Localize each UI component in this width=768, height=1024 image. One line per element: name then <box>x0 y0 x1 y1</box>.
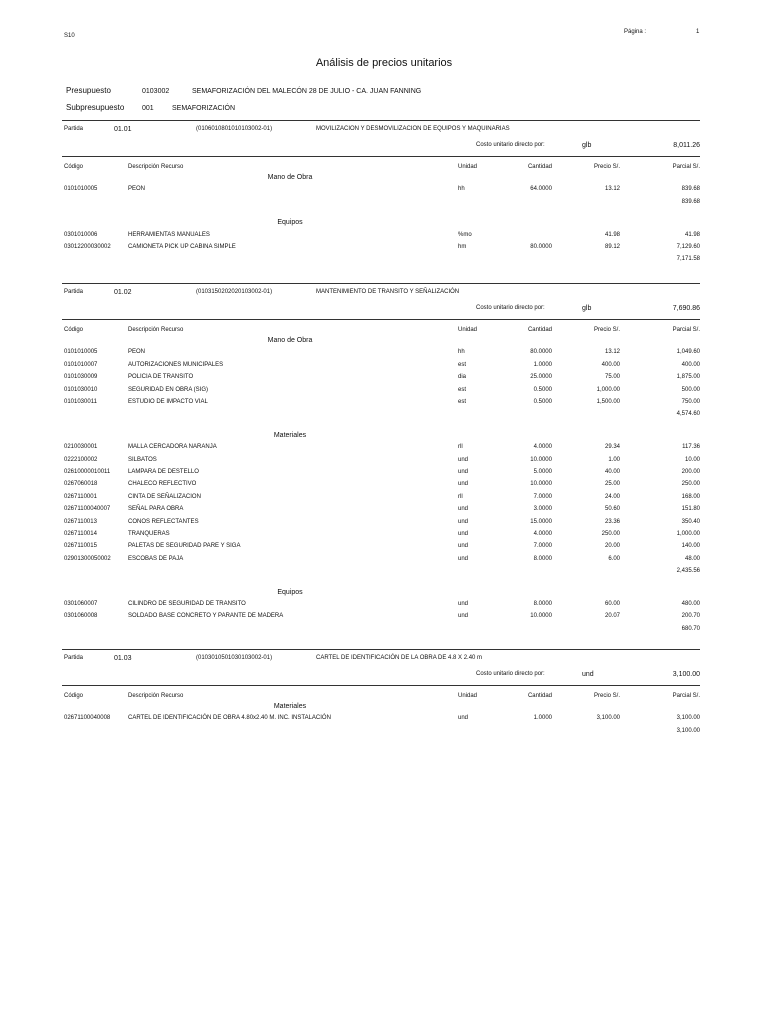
item-quantity: 4.0000 <box>533 531 552 537</box>
partida-ref: (0106010801010103002-01) <box>196 126 273 132</box>
group-title: Mano de Obra <box>267 337 313 344</box>
item-unit: est <box>458 361 467 368</box>
item-quantity: 10.0000 <box>530 613 552 620</box>
item-unit: rll <box>458 493 463 500</box>
item-parcial: 839.68 <box>681 186 700 193</box>
costo-unit: und <box>582 671 594 678</box>
item-quantity: 8.0000 <box>533 555 552 562</box>
item-parcial: 151.80 <box>681 506 700 513</box>
item-quantity: 7.0000 <box>533 493 552 500</box>
costo-unitario-value: 3,100.00 <box>672 671 700 678</box>
item-parcial: 1,049.60 <box>676 349 700 356</box>
item-parcial: 41.98 <box>684 231 700 238</box>
item-code: 0101010005 <box>64 349 98 356</box>
page-label: Página : <box>624 29 647 35</box>
col-header-descripcion: Descripción Recurso <box>128 164 184 170</box>
item-description: PALETAS DE SEGURIDAD PARE Y SIGA <box>128 543 241 550</box>
item-unit: und <box>458 613 469 620</box>
presupuesto-label: Presupuesto <box>66 86 111 95</box>
item-code: 0267060018 <box>64 481 98 488</box>
subpresupuesto-code: 001 <box>142 105 154 112</box>
group-title: Materiales <box>273 703 307 710</box>
subpresupuesto-name: SEMAFORIZACIÓN <box>172 105 236 112</box>
item-quantity: 0.5000 <box>533 386 552 393</box>
item-description: PEON <box>128 349 146 356</box>
partida-label: Partida <box>64 655 84 661</box>
item-code: 0267110013 <box>64 518 97 525</box>
item-quantity: 15.0000 <box>530 518 552 525</box>
item-quantity: 10.0000 <box>530 481 552 488</box>
item-price: 60.00 <box>604 601 620 607</box>
item-quantity: 8.0000 <box>533 601 552 607</box>
item-description: SEÑAL PARA OBRA <box>128 506 184 513</box>
item-parcial: 10.00 <box>684 456 700 463</box>
partida-label: Partida <box>64 289 84 295</box>
group-title: Materiales <box>273 431 307 439</box>
item-parcial: 48.00 <box>684 555 700 562</box>
partida-header-rule <box>62 156 700 157</box>
col-header-precio: Precio S/. <box>593 693 620 699</box>
group-subtotal: 3,100.00 <box>676 727 700 734</box>
item-price: 29.34 <box>604 444 620 451</box>
item-parcial: 7,129.60 <box>676 244 700 250</box>
partida-top-rule <box>62 649 700 650</box>
item-parcial: 3,100.00 <box>676 715 700 722</box>
item-price: 24.00 <box>604 493 620 500</box>
item-description: ESCOBAS DE PAJA <box>128 555 184 562</box>
item-description: AUTORIZACIONES MUNICIPALES <box>128 361 224 368</box>
page-number: 1 <box>696 29 700 35</box>
group-title: Equipos <box>277 588 303 596</box>
item-price: 400.00 <box>601 361 620 368</box>
partida-label: Partida <box>64 126 84 132</box>
item-quantity: 10.0000 <box>530 456 552 463</box>
item-description: LAMPARA DE DESTELLO <box>128 469 199 475</box>
item-price: 41.98 <box>604 231 620 238</box>
col-header-precio: Precio S/. <box>593 327 620 333</box>
item-code: 02671100040007 <box>64 506 111 513</box>
item-unit: hh <box>458 186 465 193</box>
col-header-unidad: Unidad <box>458 164 478 170</box>
item-parcial: 500.00 <box>681 386 700 393</box>
partida-top-rule <box>62 283 700 284</box>
item-description: TRANQUERAS <box>128 531 170 537</box>
item-price: 23.36 <box>604 518 620 525</box>
partida-header-rule <box>62 319 700 320</box>
presupuesto-name: SEMAFORIZACIÓN DEL MALECÓN 28 DE JULIO - CA. JUAN FANNING <box>192 88 422 95</box>
item-unit: und <box>458 531 469 537</box>
item-quantity: 0.5000 <box>533 399 552 405</box>
item-unit: %mo <box>458 231 472 238</box>
item-description: POLICIA DE TRANSITO <box>128 374 194 381</box>
item-unit: und <box>458 543 469 550</box>
item-description: CINTA DE SEÑALIZACION <box>128 493 201 500</box>
item-parcial: 1,000.00 <box>676 531 700 537</box>
item-price: 1,500.00 <box>596 399 620 405</box>
item-unit: hm <box>458 244 467 250</box>
col-header-unidad: Unidad <box>458 327 478 333</box>
item-code: 0101030010 <box>64 386 98 393</box>
item-unit: dia <box>458 374 467 381</box>
item-parcial: 480.00 <box>681 601 700 607</box>
col-header-descripcion: Descripción Recurso <box>128 693 184 699</box>
item-price: 3,100.00 <box>596 715 620 722</box>
item-code: 0301010006 <box>64 231 98 238</box>
item-parcial: 250.00 <box>681 481 700 488</box>
partida-description: CARTEL DE IDENTIFICACIÓN DE LA OBRA DE 4.8 X 2.40 m <box>316 655 483 661</box>
item-unit: und <box>458 601 469 607</box>
item-parcial: 350.40 <box>681 518 700 525</box>
col-header-parcial: Parcial S/. <box>672 327 700 333</box>
item-unit: est <box>458 399 467 405</box>
item-price: 1,000.00 <box>596 386 620 393</box>
col-header-cantidad: Cantidad <box>527 327 552 333</box>
item-quantity: 80.0000 <box>530 244 552 250</box>
item-price: 20.07 <box>604 613 620 620</box>
item-unit: est <box>458 386 467 393</box>
item-description: CAMIONETA PICK UP CABINA SIMPLE <box>128 244 236 250</box>
costo-unit: glb <box>582 305 592 312</box>
item-price: 25.00 <box>604 481 620 488</box>
col-header-descripcion: Descripción Recurso <box>128 327 184 333</box>
item-quantity: 4.0000 <box>533 444 552 451</box>
item-unit: und <box>458 715 469 722</box>
item-unit: und <box>458 469 469 475</box>
item-parcial: 1,875.00 <box>676 374 700 381</box>
item-code: 0301060008 <box>64 613 98 620</box>
page-title: Análisis de precios unitarios <box>315 57 453 69</box>
presupuesto-code: 0103002 <box>142 88 170 95</box>
item-code: 0210030001 <box>64 444 98 451</box>
costo-unitario-label: Costo unitario directo por: <box>476 305 545 311</box>
item-description: CILINDRO DE SEGURIDAD DE TRANSITO <box>128 601 246 607</box>
item-description: PEON <box>128 186 146 193</box>
item-description: ESTUDIO DE IMPACTO VIAL <box>128 399 208 405</box>
item-code: 0267110001 <box>64 493 97 500</box>
costo-unitario-label: Costo unitario directo por: <box>476 142 545 148</box>
group-subtotal: 2,435.56 <box>676 568 700 575</box>
costo-unitario-value: 7,690.86 <box>672 305 700 312</box>
item-price: 20.00 <box>604 543 620 550</box>
item-code: 0267110015 <box>64 543 97 550</box>
item-price: 250.00 <box>601 531 620 537</box>
item-unit: rll <box>458 444 463 451</box>
item-description: CARTEL DE IDENTIFICACIÓN DE OBRA 4.80x2.40 M. INC. INSTALACIÓN <box>128 715 331 722</box>
col-header-cantidad: Cantidad <box>527 693 552 699</box>
item-parcial: 750.00 <box>681 399 700 405</box>
partida-top-rule <box>62 120 700 121</box>
partida-header-rule <box>62 685 700 686</box>
item-parcial: 200.00 <box>681 469 700 475</box>
item-quantity: 80.0000 <box>530 349 552 356</box>
item-quantity: 1.0000 <box>533 361 552 368</box>
col-header-codigo: Código <box>64 327 84 333</box>
item-code: 02901300050002 <box>64 555 111 562</box>
item-parcial: 400.00 <box>681 361 700 368</box>
item-unit: und <box>458 506 469 513</box>
item-price: 1.00 <box>608 456 620 463</box>
item-quantity: 64.0000 <box>530 186 552 193</box>
item-code: 0301060007 <box>64 601 98 607</box>
item-description: SILBATOS <box>128 456 157 463</box>
item-unit: und <box>458 518 469 525</box>
item-parcial: 140.00 <box>681 543 700 550</box>
partida-number: 01.03 <box>114 655 132 662</box>
col-header-parcial: Parcial S/. <box>672 693 700 699</box>
item-unit: hh <box>458 349 465 356</box>
partida-description: MOVILIZACION Y DESMOVILIZACION DE EQUIPOS Y MAQUINARIAS <box>316 126 510 132</box>
partida-number: 01.01 <box>114 126 132 133</box>
item-quantity: 3.0000 <box>533 506 552 513</box>
item-unit: und <box>458 481 469 488</box>
item-description: HERRAMIENTAS MANUALES <box>128 231 210 238</box>
item-price: 40.00 <box>604 469 620 475</box>
subpresupuesto-label: Subpresupuesto <box>66 103 125 112</box>
item-price: 89.12 <box>604 244 620 250</box>
item-quantity: 1.0000 <box>533 715 552 722</box>
item-code: 0101030009 <box>64 374 98 381</box>
group-subtotal: 7,171.58 <box>676 256 700 263</box>
group-title: Mano de Obra <box>267 174 313 181</box>
item-code: 02610000010011 <box>64 469 111 475</box>
item-description: MALLA CERCADORA NARANJA <box>128 444 217 451</box>
item-parcial: 200.70 <box>681 613 700 620</box>
partida-number: 01.02 <box>114 289 132 296</box>
group-subtotal: 839.68 <box>681 198 700 205</box>
item-price: 75.00 <box>604 374 620 381</box>
item-price: 50.60 <box>604 506 620 513</box>
item-price: 13.12 <box>604 186 620 193</box>
group-subtotal: 680.70 <box>681 625 700 632</box>
item-description: SEGURIDAD EN OBRA (SIG) <box>128 386 209 393</box>
item-parcial: 168.00 <box>681 493 700 500</box>
item-description: SOLDADO BASE CONCRETO Y PARANTE DE MADERA <box>128 613 284 620</box>
user-label: S10 <box>64 33 75 39</box>
col-header-unidad: Unidad <box>458 693 478 699</box>
item-price: 13.12 <box>604 349 620 356</box>
col-header-codigo: Código <box>64 164 84 170</box>
item-code: 0101010007 <box>64 361 98 368</box>
item-quantity: 5.0000 <box>533 469 552 475</box>
item-code: 0222100002 <box>64 456 98 463</box>
costo-unitario-label: Costo unitario directo por: <box>476 671 545 677</box>
partida-ref: (0103010501030103002-01) <box>196 655 273 661</box>
item-unit: und <box>458 456 469 463</box>
col-header-parcial: Parcial S/. <box>672 164 700 170</box>
item-code: 0267110014 <box>64 531 97 537</box>
item-parcial: 117.36 <box>682 444 700 451</box>
item-unit: und <box>458 555 469 562</box>
item-quantity: 25.0000 <box>530 374 552 381</box>
item-description: CHALECO REFLECTIVO <box>128 481 197 488</box>
item-price: 6.00 <box>608 555 620 562</box>
costo-unitario-value: 8,011.26 <box>673 142 700 149</box>
item-code: 03012200030002 <box>64 244 111 250</box>
partida-ref: (0103150202020103002-01) <box>196 289 273 295</box>
group-title: Equipos <box>277 219 303 227</box>
costo-unit: glb <box>582 142 592 149</box>
item-quantity: 7.0000 <box>533 543 552 550</box>
item-code: 02671100040008 <box>64 715 111 722</box>
col-header-codigo: Código <box>64 693 84 699</box>
group-subtotal: 4,574.60 <box>676 411 700 418</box>
col-header-cantidad: Cantidad <box>527 164 552 170</box>
col-header-precio: Precio S/. <box>593 164 620 170</box>
item-code: 0101010005 <box>64 186 98 193</box>
partida-description: MANTENIMIENTO DE TRANSITO Y SEÑALIZACIÓN <box>316 289 460 295</box>
item-description: CONOS REFLECTANTES <box>128 518 199 525</box>
item-code: 0101030011 <box>64 399 97 405</box>
